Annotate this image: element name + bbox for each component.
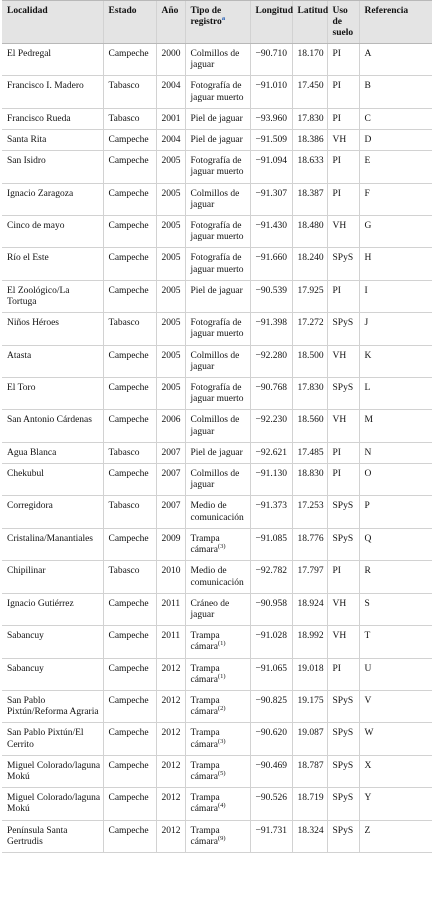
cell-longitud: −92.782 (250, 561, 292, 593)
cell-localidad: Atasta (2, 345, 103, 377)
cell-anio: 2004 (156, 130, 185, 151)
cell-anio: 2012 (156, 658, 185, 690)
cell-uso: PI (327, 464, 359, 496)
tipo-superscript: (9) (217, 834, 226, 842)
cell-anio: 2005 (156, 248, 185, 280)
cell-tipo (185, 151, 250, 183)
cell-latitud: 17.830 (292, 378, 327, 410)
cell-localidad: Cristalina/Manantiales (2, 528, 103, 560)
tipo-text: Medio de comunicación (190, 566, 244, 588)
cell-latitud: 18.170 (292, 44, 327, 76)
cell-uso: VH (327, 130, 359, 151)
cell-tipo (185, 788, 250, 820)
cell-latitud: 18.719 (292, 788, 327, 820)
tipo-superscript: (4) (217, 802, 226, 810)
tipo-text: Trampa cámara (190, 631, 220, 653)
tipo-superscript: (1) (217, 672, 226, 680)
tipo-text: Piel de jaguar (190, 447, 243, 458)
cell-localidad: Chipilinar (2, 561, 103, 593)
cell-longitud: −91.094 (250, 151, 292, 183)
cell-longitud: −90.710 (250, 44, 292, 76)
cell-latitud: 18.776 (292, 528, 327, 560)
tipo-text: Colmillos de jaguar (190, 350, 240, 372)
cell-anio: 2010 (156, 561, 185, 593)
cell-estado: Tabasco (103, 76, 156, 108)
cell-longitud: −91.430 (250, 216, 292, 248)
table-row (2, 313, 432, 345)
cell-uso: VH (327, 345, 359, 377)
cell-localidad: Península Santa Gertrudis (2, 820, 103, 852)
cell-longitud: −93.960 (250, 108, 292, 129)
table-row (2, 216, 432, 248)
table-row (2, 658, 432, 690)
tipo-text: Piel de jaguar (190, 135, 243, 146)
table-row (2, 561, 432, 593)
cell-latitud: 17.797 (292, 561, 327, 593)
cell-latitud: 17.272 (292, 313, 327, 345)
cell-uso: SPyS (327, 496, 359, 528)
cell-estado: Campeche (103, 788, 156, 820)
cell-anio: 2000 (156, 44, 185, 76)
cell-latitud: 18.387 (292, 183, 327, 215)
cell-estado: Campeche (103, 723, 156, 755)
cell-latitud: 17.925 (292, 280, 327, 312)
cell-referencia: M (359, 410, 432, 442)
tipo-text: Fotografía de jaguar muerto (190, 156, 244, 178)
cell-latitud: 18.560 (292, 410, 327, 442)
cell-anio: 2012 (156, 755, 185, 787)
cell-localidad: El Pedregal (2, 44, 103, 76)
cell-tipo (185, 248, 250, 280)
cell-tipo (185, 108, 250, 129)
cell-estado: Tabasco (103, 313, 156, 345)
table-row (2, 76, 432, 108)
cell-referencia: J (359, 313, 432, 345)
cell-referencia: Q (359, 528, 432, 560)
cell-uso: PI (327, 658, 359, 690)
cell-referencia: N (359, 442, 432, 463)
cell-longitud: −91.373 (250, 496, 292, 528)
cell-estado: Campeche (103, 464, 156, 496)
cell-longitud: −91.010 (250, 76, 292, 108)
cell-latitud: 19.087 (292, 723, 327, 755)
cell-latitud: 18.787 (292, 755, 327, 787)
cell-longitud: −92.230 (250, 410, 292, 442)
cell-localidad: Ignacio Zaragoza (2, 183, 103, 215)
tipo-superscript: (3) (217, 542, 226, 550)
tipo-text: Fotografía de jaguar muerto (190, 383, 244, 405)
cell-tipo (185, 464, 250, 496)
cell-longitud: −90.768 (250, 378, 292, 410)
cell-uso: SPyS (327, 820, 359, 852)
cell-estado: Campeche (103, 410, 156, 442)
cell-localidad: Corregidora (2, 496, 103, 528)
cell-uso: SPyS (327, 248, 359, 280)
cell-tipo (185, 410, 250, 442)
tipo-text: Fotografía de jaguar muerto (190, 221, 244, 243)
cell-referencia: F (359, 183, 432, 215)
cell-estado: Campeche (103, 658, 156, 690)
cell-uso: VH (327, 410, 359, 442)
footnote-link[interactable]: a (221, 14, 226, 22)
cell-tipo (185, 723, 250, 755)
cell-uso: SPyS (327, 690, 359, 722)
cell-longitud: −90.469 (250, 755, 292, 787)
table-row (2, 496, 432, 528)
cell-referencia: E (359, 151, 432, 183)
cell-localidad: Sabancuy (2, 626, 103, 658)
cell-referencia: G (359, 216, 432, 248)
header-tipo (185, 1, 250, 44)
tipo-text: Fotografía de jaguar muerto (190, 253, 244, 275)
cell-longitud: −91.065 (250, 658, 292, 690)
cell-uso: SPyS (327, 528, 359, 560)
cell-localidad: San Pablo Pixtún/El Cerrito (2, 723, 103, 755)
cell-uso: PI (327, 442, 359, 463)
cell-localidad: El Toro (2, 378, 103, 410)
cell-uso: VH (327, 216, 359, 248)
cell-anio: 2001 (156, 108, 185, 129)
cell-tipo (185, 76, 250, 108)
table-row (2, 820, 432, 852)
header-tipo-label: Tipo de registro (190, 6, 222, 27)
cell-referencia: Z (359, 820, 432, 852)
cell-estado: Tabasco (103, 108, 156, 129)
cell-latitud: 17.253 (292, 496, 327, 528)
cell-referencia: V (359, 690, 432, 722)
cell-latitud: 18.830 (292, 464, 327, 496)
cell-tipo (185, 528, 250, 560)
tipo-text: Colmillos de jaguar (190, 188, 240, 210)
table-row (2, 151, 432, 183)
cell-localidad: Sabancuy (2, 658, 103, 690)
cell-tipo (185, 561, 250, 593)
table-row (2, 788, 432, 820)
table-row (2, 378, 432, 410)
tipo-superscript: (2) (217, 704, 226, 712)
tipo-text: Colmillos de jaguar (190, 469, 240, 491)
table-header (2, 1, 432, 44)
tipo-superscript: (3) (217, 737, 226, 745)
cell-referencia: W (359, 723, 432, 755)
cell-uso: SPyS (327, 313, 359, 345)
header-longitud: Longitud (250, 1, 292, 44)
cell-uso: VH (327, 593, 359, 625)
cell-tipo (185, 658, 250, 690)
table-row (2, 723, 432, 755)
cell-uso: SPyS (327, 788, 359, 820)
cell-localidad: Miguel Colorado/laguna Mokú (2, 788, 103, 820)
cell-latitud: 18.480 (292, 216, 327, 248)
header-referencia: Referencia (359, 1, 432, 44)
cell-uso: PI (327, 108, 359, 129)
table-row (2, 464, 432, 496)
table-row (2, 248, 432, 280)
cell-longitud: −91.660 (250, 248, 292, 280)
cell-anio: 2005 (156, 378, 185, 410)
cell-localidad: Niños Héroes (2, 313, 103, 345)
cell-longitud: −90.825 (250, 690, 292, 722)
cell-longitud: −91.307 (250, 183, 292, 215)
cell-longitud: −90.539 (250, 280, 292, 312)
cell-uso: SPyS (327, 723, 359, 755)
header-estado: Estado (103, 1, 156, 44)
cell-referencia: B (359, 76, 432, 108)
cell-referencia: L (359, 378, 432, 410)
cell-anio: 2005 (156, 183, 185, 215)
jaguar-records-table (2, 0, 432, 853)
table-row (2, 183, 432, 215)
cell-anio: 2009 (156, 528, 185, 560)
table-row (2, 690, 432, 722)
cell-tipo (185, 690, 250, 722)
cell-anio: 2007 (156, 464, 185, 496)
cell-estado: Campeche (103, 690, 156, 722)
table-row (2, 108, 432, 129)
cell-uso: PI (327, 183, 359, 215)
cell-localidad: Cinco de mayo (2, 216, 103, 248)
cell-localidad: Miguel Colorado/laguna Mokú (2, 755, 103, 787)
cell-longitud: −91.130 (250, 464, 292, 496)
cell-tipo (185, 442, 250, 463)
cell-longitud: −90.958 (250, 593, 292, 625)
cell-anio: 2007 (156, 442, 185, 463)
cell-latitud: 18.240 (292, 248, 327, 280)
table-row (2, 593, 432, 625)
cell-latitud: 17.485 (292, 442, 327, 463)
cell-estado: Campeche (103, 130, 156, 151)
cell-anio: 2005 (156, 280, 185, 312)
cell-tipo (185, 44, 250, 76)
cell-referencia: S (359, 593, 432, 625)
cell-uso: PI (327, 44, 359, 76)
table-body (2, 44, 432, 853)
tipo-text: Trampa cámara (190, 793, 220, 815)
tipo-text: Trampa cámara (190, 695, 220, 718)
cell-tipo (185, 593, 250, 625)
cell-referencia: R (359, 561, 432, 593)
cell-estado: Campeche (103, 151, 156, 183)
cell-longitud: −91.731 (250, 820, 292, 852)
cell-uso: VH (327, 626, 359, 658)
cell-estado: Tabasco (103, 442, 156, 463)
cell-anio: 2012 (156, 820, 185, 852)
tipo-text: Fotografía de jaguar muerto (190, 318, 244, 340)
cell-localidad: Chekubul (2, 464, 103, 496)
tipo-text: Trampa cámara (190, 663, 220, 685)
cell-latitud: 18.992 (292, 626, 327, 658)
tipo-text: Colmillos de jaguar (190, 49, 240, 71)
cell-tipo (185, 183, 250, 215)
cell-estado: Campeche (103, 626, 156, 658)
cell-referencia: I (359, 280, 432, 312)
tipo-text: Trampa cámara (190, 825, 220, 847)
cell-estado: Campeche (103, 183, 156, 215)
table-row (2, 280, 432, 312)
table-row (2, 528, 432, 560)
header-localidad: Localidad (2, 1, 103, 44)
tipo-text: Trampa cámara (190, 760, 220, 782)
cell-estado: Campeche (103, 280, 156, 312)
cell-estado: Campeche (103, 755, 156, 787)
cell-estado: Campeche (103, 528, 156, 560)
tipo-text: Trampa cámara (190, 728, 220, 750)
cell-localidad: Río el Este (2, 248, 103, 280)
cell-tipo (185, 820, 250, 852)
tipo-text: Trampa cámara (190, 533, 220, 556)
cell-localidad: Francisco Rueda (2, 108, 103, 129)
cell-anio: 2007 (156, 496, 185, 528)
cell-latitud: 18.324 (292, 820, 327, 852)
cell-anio: 2005 (156, 216, 185, 248)
cell-referencia: H (359, 248, 432, 280)
table-row (2, 44, 432, 76)
cell-anio: 2004 (156, 76, 185, 108)
cell-referencia: Y (359, 788, 432, 820)
cell-longitud: −90.526 (250, 788, 292, 820)
cell-referencia: C (359, 108, 432, 129)
cell-localidad: Agua Blanca (2, 442, 103, 463)
cell-longitud: −90.620 (250, 723, 292, 755)
cell-referencia: T (359, 626, 432, 658)
tipo-text: Fotografía de jaguar muerto (190, 81, 244, 103)
cell-latitud: 19.175 (292, 690, 327, 722)
table-row (2, 410, 432, 442)
cell-tipo (185, 216, 250, 248)
cell-latitud: 18.633 (292, 151, 327, 183)
cell-tipo (185, 496, 250, 528)
cell-latitud: 17.450 (292, 76, 327, 108)
cell-anio: 2005 (156, 151, 185, 183)
cell-uso: PI (327, 151, 359, 183)
cell-estado: Campeche (103, 593, 156, 625)
tipo-text: Medio de comunicación (190, 501, 244, 523)
cell-tipo (185, 345, 250, 377)
header-anio: Año (156, 1, 185, 44)
cell-latitud: 17.830 (292, 108, 327, 129)
cell-uso: SPyS (327, 755, 359, 787)
cell-anio: 2005 (156, 345, 185, 377)
cell-latitud: 18.386 (292, 130, 327, 151)
cell-localidad: Santa Rita (2, 130, 103, 151)
cell-uso: PI (327, 561, 359, 593)
table-row (2, 130, 432, 151)
cell-latitud: 19.018 (292, 658, 327, 690)
cell-tipo (185, 378, 250, 410)
cell-estado: Campeche (103, 44, 156, 76)
cell-uso: PI (327, 280, 359, 312)
cell-localidad: Ignacio Gutiérrez (2, 593, 103, 625)
header-uso: Uso de suelo (327, 1, 359, 44)
cell-anio: 2012 (156, 788, 185, 820)
cell-tipo (185, 313, 250, 345)
tipo-text: Piel de jaguar (190, 285, 243, 296)
cell-tipo (185, 130, 250, 151)
cell-anio: 2005 (156, 313, 185, 345)
cell-tipo (185, 626, 250, 658)
cell-localidad: El Zoológico/La Tortuga (2, 280, 103, 312)
cell-tipo (185, 280, 250, 312)
tipo-text: Colmillos de jaguar (190, 415, 240, 437)
cell-referencia: A (359, 44, 432, 76)
cell-referencia: U (359, 658, 432, 690)
tipo-text: Cráneo de jaguar (190, 598, 230, 620)
tipo-superscript: (5) (217, 769, 226, 777)
cell-localidad: Francisco I. Madero (2, 76, 103, 108)
cell-longitud: −92.621 (250, 442, 292, 463)
cell-anio: 2011 (156, 626, 185, 658)
cell-estado: Campeche (103, 820, 156, 852)
cell-referencia: K (359, 345, 432, 377)
cell-longitud: −92.280 (250, 345, 292, 377)
table-row (2, 755, 432, 787)
cell-longitud: −91.509 (250, 130, 292, 151)
cell-localidad: San Isidro (2, 151, 103, 183)
cell-longitud: −91.398 (250, 313, 292, 345)
header-row (2, 1, 432, 44)
cell-estado: Tabasco (103, 561, 156, 593)
cell-uso: PI (327, 76, 359, 108)
cell-referencia: O (359, 464, 432, 496)
table-row (2, 626, 432, 658)
cell-longitud: −91.028 (250, 626, 292, 658)
cell-localidad: San Antonio Cárdenas (2, 410, 103, 442)
cell-anio: 2012 (156, 723, 185, 755)
cell-estado: Campeche (103, 248, 156, 280)
cell-referencia: P (359, 496, 432, 528)
table-row (2, 442, 432, 463)
cell-estado: Campeche (103, 378, 156, 410)
cell-referencia: D (359, 130, 432, 151)
table-row (2, 345, 432, 377)
cell-localidad: San Pablo Pixtún/Reforma Agraria (2, 690, 103, 722)
cell-latitud: 18.924 (292, 593, 327, 625)
cell-estado: Tabasco (103, 496, 156, 528)
cell-anio: 2006 (156, 410, 185, 442)
cell-referencia: X (359, 755, 432, 787)
cell-estado: Campeche (103, 345, 156, 377)
cell-tipo (185, 755, 250, 787)
header-latitud: Latitud (292, 1, 327, 44)
cell-estado: Campeche (103, 216, 156, 248)
tipo-text: Piel de jaguar (190, 113, 243, 124)
cell-anio: 2012 (156, 690, 185, 722)
tipo-superscript: (1) (217, 640, 226, 648)
cell-anio: 2011 (156, 593, 185, 625)
cell-latitud: 18.500 (292, 345, 327, 377)
cell-uso: SPyS (327, 378, 359, 410)
cell-longitud: −91.085 (250, 528, 292, 560)
